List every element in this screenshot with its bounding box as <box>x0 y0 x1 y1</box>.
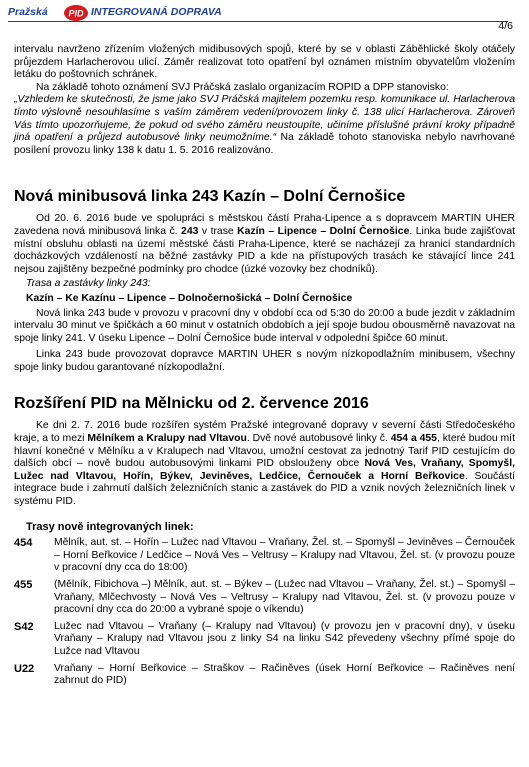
logo-text: PID <box>68 8 84 19</box>
line-item <box>14 579 515 617</box>
route-stops: Kazín – Ke Kazínu – Lipence – Dolnočernošická – Dolní Černošice <box>26 292 353 304</box>
quote-tail: Na základě tohoto stanoviska nebylo navrhované posílení provozu linky 138 k datu 1. 5. 2016 realizováno. <box>14 132 515 156</box>
bold-run: Mělníkem a Kralupy nad Vltavou <box>87 433 247 445</box>
line-code: 455 <box>14 579 33 591</box>
lines-heading: Trasy nově integrovaných linek: <box>26 520 194 533</box>
text-run: Od 20. 6. 2016 bude ve spolupráci s městskou částí Praha-Lipence a s dopravcem MARTIN UHER zavedena nová minibusová linka č. <box>14 213 515 237</box>
line-description: Mělník, aut. st. – Hořín – Lužec nad Vltavou – Vraňany, Žel. st. – Spomyšl – Jeviněves – Černouček – Horní Beřkovice / Ledčice – Nová Ves – Veltrusy – Kralupy nad Vltavou, Žel. st. (v provozu pouze v pracovní dny cca do 18:00) <box>54 537 515 574</box>
page-number: 4/6 <box>498 20 513 32</box>
line-description: (Mělník, Fibichova –) Mělník, aut. st. – Býkev – (Lužec nad Vltavou – Vraňany, Žel. st.) – Spomyšl – Vraňany, Mlčechvosty – Nová Ves – Veltrusy – Kralupy nad Vltavou, Žel. st. (v provozu pouze v pracovní dny cca do 20:00 a vybrané spoje o víkendu) <box>54 579 515 616</box>
text-run: Ke dni 2. 7. 2016 bude rozšířen systém Pražské integrované dopravy v severní části Středočeského kraje, a to mezi <box>14 420 515 445</box>
text-run: , které budou mít hlavní konečné v Mělníku a v Kralupech nad Vltavou, umožní cestovat za jednotný Tarif PID cestujícím do dalších obcí – nově budou autobusovými linkami PID obslouženy obce <box>14 433 515 470</box>
bold-run: Nová Ves, Vraňany, Spomyšl, Lužec nad Vltavou, Hořín, Býkev, Jeviněves, Ledčice, Černouček a Horní Beřkovice <box>14 458 515 482</box>
section-title-melnik: Rozšíření PID na Mělnicku od 2. července 2016 <box>14 395 369 413</box>
integrated-transport-text: INTEGROVANÁ DOPRAVA <box>91 6 222 18</box>
header-rule <box>8 21 508 22</box>
section-243-paragraph-3: Linka 243 bude provozovat dopravce MARTIN UHER s novým nízkopodlažním minibusem, všechny spoje linky budou garantované nízkopodlažní. <box>14 349 515 373</box>
pid-logo-icon <box>63 4 89 22</box>
page-header <box>8 4 521 34</box>
section-title-243: Nová minibusová linka 243 Kazín – Dolní Černošice <box>14 188 406 206</box>
svj-quote: „Vzhledem ke skutečnosti, že jsme jako SVJ Práčská majitelem pozemku resp. komunikace ul. Harlacherova tímto výslovně nesouhlasíme s vaším záměrem vedení/provozem linky č. 138 ulicí Harlacherova. Zároveň Vás tímto upozorňujeme, že pokud od svého záměru neustoupíte, učiníme příslušné právní kroky případně jiná opatření a průjezd autobusové linky neumožníme.“ <box>14 94 515 144</box>
bold-run: 454 a 455 <box>390 433 437 445</box>
line-item <box>14 537 515 575</box>
line-description: Lužec nad Vltavou – Vraňany (– Kralupy nad Vltavou) (v provozu jen v pracovní dny), v úseku Vraňany – Kralupy nad Vltavou jsou z linky S4 na linku S42 převedeny všechny přímé spoje do Lužce nad Vltavou <box>54 620 515 657</box>
document-body <box>14 44 515 688</box>
section-melnik-paragraph-1 <box>14 420 515 508</box>
line-item <box>14 621 515 659</box>
section-243-paragraph-2: Nová linka 243 bude v provozu v pracovní dny v období cca od 5:30 do 20:00 a bude jezdit v základním intervalu 30 minut ve špičkách a 60 minut v ostatních obdobích a její spoje budou obousměrně navazovat na spoje linky 241. V úseku Lipence – Dolní Černošice bude interval v odpolední špičce 60 minut. <box>14 307 515 344</box>
line-code: S42 <box>14 620 34 633</box>
intro-quote-paragraph <box>14 94 515 157</box>
brand-text: Pražská <box>8 6 48 18</box>
line-code: 454 <box>14 537 33 550</box>
intro-paragraph-1: intervalu navrženo zřízením vložených midibusových spojů, které by se v oblasti Záběhlické školy otáčely průjezdem Harlacherovou ulicí. Záměr realizovat toto opatření byl oznámen místním obyvatelům vložením letáku do poštovních schránek. <box>14 44 515 81</box>
text-run: . Součástí integrace bude i zahrnutí dalších železničních stanic a zastávek do PID a vznik nových železničních linek v systému PID. <box>14 470 515 508</box>
text-run: v trase <box>198 225 238 237</box>
line-item <box>14 663 515 688</box>
line-description: Vraňany – Horní Beřkovice – Straškov – Račiněves (úsek Horní Beřkovice – Račiněves není zahrnut do PID) <box>54 662 515 687</box>
intro-paragraph-2: Na základě tohoto oznámení SVJ Práčská zaslalo organizacím ROPID a DPP stanovisko: <box>36 81 449 93</box>
line-number-243: 243 <box>181 225 199 237</box>
text-run: . Linka bude zajišťovat místní obsluhu oblasti na území městské části Praha-Lipence, které se nacházejí za hranicí standardních docházkových vzdáleností na běžné zastávky PID a kde na přístupových trasách ke stávající lince 241 nejsou zajištěny bezpečné podmínky pro chodce (úzké vozovky bez chodníků). <box>14 225 515 275</box>
route-heading: Trasa a zastávky linky 243: <box>26 278 151 290</box>
text-run: . Dvě nové autobusové linky č. <box>246 433 391 445</box>
route-name: Kazín – Lipence – Dolní Černošice <box>237 225 410 237</box>
section-243-paragraph-1 <box>14 213 515 276</box>
line-code: U22 <box>14 662 35 675</box>
